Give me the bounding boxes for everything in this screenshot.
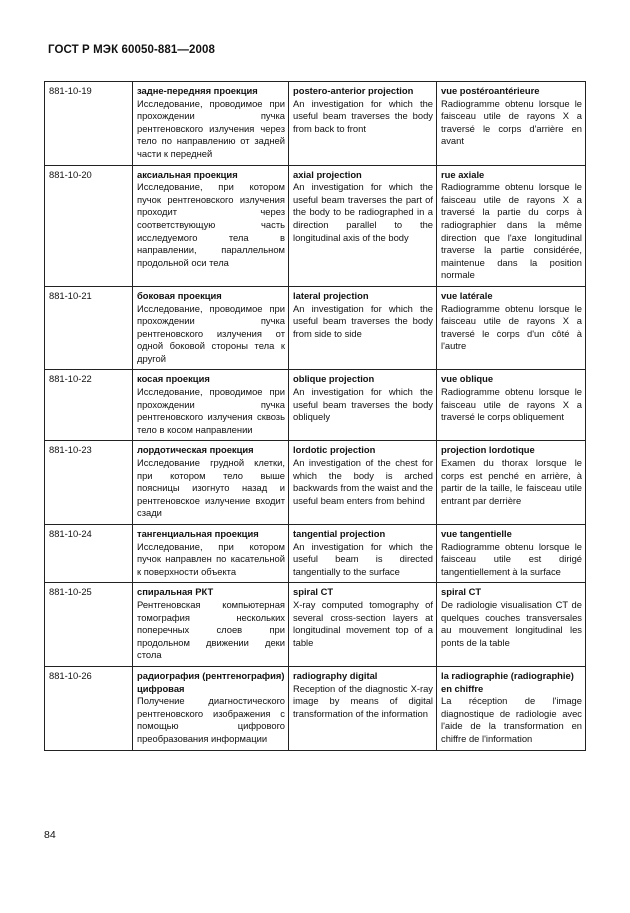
french-definition: Radiogramme obtenu lorsque le faisceau utile de rayons X a traversé le corps obliquement [441,386,582,423]
english-entry-cell [289,525,437,583]
english-term: postero-anterior projection [293,85,414,96]
french-term: vue tangentielle [441,528,512,539]
russian-definition: Исследование, проводимое при прохождении пучка рентгеновского излучения от одной боковой стороны тела к другой [137,302,285,364]
table-row [45,286,586,370]
english-definition: An investigation for which the useful beam traverses the body obliquely [293,386,433,423]
russian-entry-cell [133,370,289,441]
russian-definition: Рентгеновская компьютерная томография нескольких поперечных слоев при продольном движении деки стола [137,598,285,661]
english-entry-cell [289,441,437,525]
russian-term: боковая проекция [137,289,222,301]
english-term: radiography digital [293,669,378,681]
english-entry-cell [289,82,437,166]
french-term: vue postéroantérieure [441,85,540,96]
english-definition: An investigation for which the useful beam traverses the part of the body to be radiographed in a direction parallel to the longitudinal axis of the body [293,181,433,243]
french-definition: Radiogramme obtenu lorsque le faisceau utile de rayons X a traversé le corps d'un côté à l'autre [441,302,582,352]
russian-definition: Исследование грудной клетки, при котором тело выше поясницы изогнуто назад и рентгеновское излучение входит сзади [137,457,285,519]
term-number-cell: 881-10-26 [45,666,133,750]
terminology-table [44,81,586,751]
english-entry-cell [289,666,437,750]
russian-term: тангенциальная проекция [137,528,259,539]
english-term: lateral projection [293,289,369,301]
term-number-cell: 881-10-21 [45,286,133,370]
english-definition: An investigation for which the useful beam is directed tangentially to the surface [293,540,433,577]
russian-term: косая проекция [137,373,210,385]
english-term: lordotic projection [293,444,376,456]
french-entry-cell [437,82,586,166]
terminology-table-body [45,82,586,751]
english-definition: Reception of the diagnostic X-ray image by means of digital transformation of the information [293,682,433,719]
table-row [45,165,586,286]
russian-definition: Исследование, проводимое при прохождении пучка рентгеновского излучения сквозь тело в косом направлении [137,386,285,435]
russian-entry-cell [133,583,289,667]
russian-definition: Исследование, при котором пучок рентгеновского излучения проходит через соответствующую часть исследуемого тела в направлении, параллельном продольной оси тела [137,181,285,268]
french-definition: La réception de l'image diagnostique de radiologie avec l'aide de la transformation en chiffre de l'information [441,695,582,744]
french-term: vue oblique [441,373,494,385]
russian-entry-cell [133,286,289,370]
term-number-cell: 881-10-25 [45,583,133,667]
term-number-cell: 881-10-22 [45,370,133,441]
russian-definition: Получение диагностического рентгеновского изображения с помощью цифрового преобразования информации [137,695,285,744]
table-row [45,666,586,750]
russian-entry-cell [133,165,289,286]
russian-entry-cell [133,525,289,583]
french-entry-cell [437,370,586,441]
french-definition: Examen du thorax lorsque le corps est penché en arrière, à partir de la taille, le faisceau utile entrant par derrière [441,457,582,506]
document-header: ГОСТ Р МЭК 60050-881—2008 [48,44,215,56]
russian-entry-cell [133,666,289,750]
english-definition: An investigation of the chest for which the body is arched backwards from the waist and the useful beam enters from behind [293,457,433,506]
russian-term: радиография (рентгенография) цифровая [137,669,285,694]
french-term: projection lordotique [441,444,535,456]
term-number-cell: 881-10-19 [45,82,133,166]
english-definition: An investigation for which the useful beam traverses the body from back to front [293,97,433,134]
table-row [45,525,586,583]
english-entry-cell [289,286,437,370]
english-entry-cell [289,583,437,667]
french-entry-cell [437,666,586,750]
english-term: oblique projection [293,373,375,385]
russian-entry-cell [133,82,289,166]
russian-entry-cell [133,441,289,525]
russian-term: спиральная РКТ [137,586,214,598]
russian-definition: Исследование, проводимое при прохождении пучка рентгеновского излучения через тело по направлению от задней части к передней [137,97,285,159]
french-entry-cell [437,165,586,286]
english-term: spiral CT [293,586,334,598]
term-number-cell: 881-10-23 [45,441,133,525]
french-definition: De radiologie visualisation CT de quelques couches transversales au mouvement longitudinal les ponts de la table [441,598,582,648]
english-entry-cell [289,165,437,286]
french-term: la radiographie (radiographie) en chiffre [441,669,574,694]
french-definition: Radiogramme obtenu lorsque le faisceau utile de rayons X a traversé le corps d'arrière en avant [441,97,582,147]
english-term: tangential projection [293,528,386,539]
english-entry-cell [289,370,437,441]
page-number: 84 [44,829,56,841]
english-definition: X-ray computed tomography of several cross-section layers at longitudinal movement top of a table [293,598,433,648]
russian-term: аксиальная проекция [137,168,238,180]
french-term: vue latérale [441,289,493,301]
russian-term: задне-передняя проекция [137,85,258,96]
french-definition: Radiogramme obtenu lorsque le faisceau utile de rayons X a traversé la partie du corps à radiographier dans la même direction que l'axe longitudinal traverse la partie considérée, maintenue dans la position normale [441,181,582,281]
french-term: spiral CT [441,586,482,598]
french-term: rue axiale [441,168,485,180]
term-number-cell: 881-10-20 [45,165,133,286]
english-term: axial projection [293,168,362,180]
table-row [45,583,586,667]
russian-term: лордотическая проекция [137,444,254,456]
table-row [45,82,586,166]
table-row [45,441,586,525]
table-row [45,370,586,441]
french-entry-cell [437,525,586,583]
french-definition: Radiogramme obtenu lorsque le faisceau utile est dirigé tangentiellement à la surface [441,540,582,577]
french-entry-cell [437,583,586,667]
term-number-cell: 881-10-24 [45,525,133,583]
english-definition: An investigation for which the useful beam traverses the body from side to side [293,302,433,339]
french-entry-cell [437,441,586,525]
russian-definition: Исследование, при котором пучок направлен по касательной к поверхности объекта [137,540,285,577]
french-entry-cell [437,286,586,370]
